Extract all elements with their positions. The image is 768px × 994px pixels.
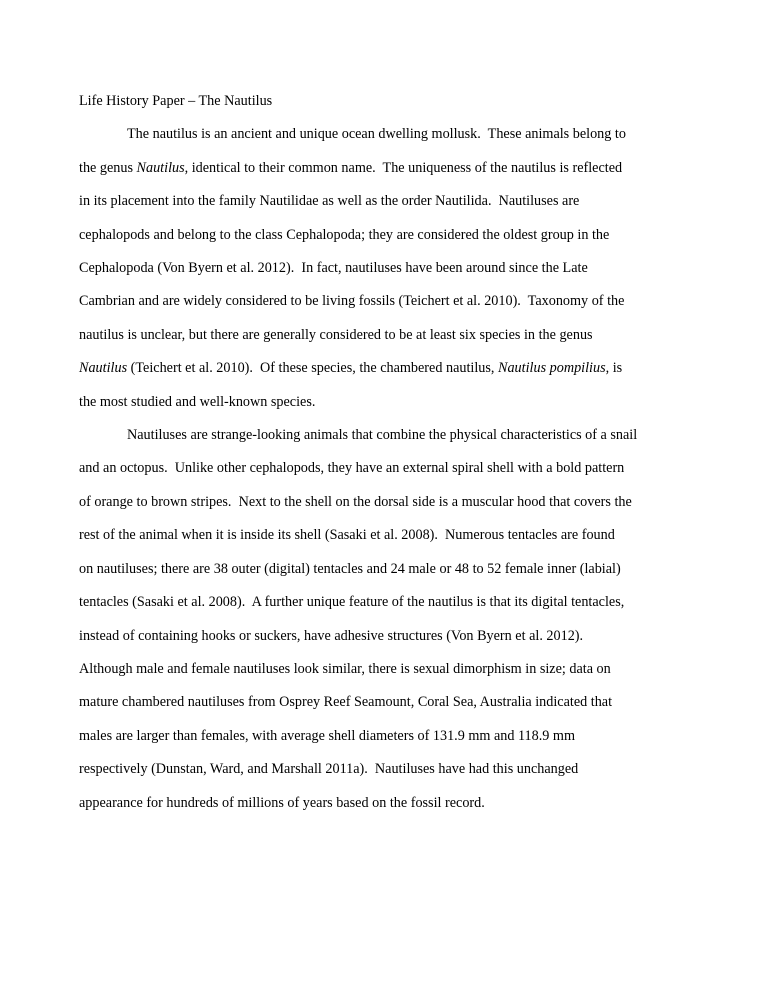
text-run: instead of containing hooks or suckers, have adhesive structures (Von Byern et al. 2012). [79,627,584,644]
text-line [79,620,693,653]
text-run: mature chambered nautiluses from Osprey Reef Seamount, Coral Sea, Australia indicated that [79,694,613,711]
text-run: the most studied and well-known species. [79,393,316,410]
text-run: Cambrian and are widely considered to be living fossils (Teichert et al. 2010). Taxonomy of the [79,293,625,310]
italic-text: Nautilus [136,159,185,176]
text-run: (Teichert et al. 2010). Of these species, the chambered nautilus, [127,360,498,377]
text-run: of orange to brown stripes. Next to the shell on the dorsal side is a muscular hood that covers the [79,493,632,510]
text-line [79,753,693,786]
text-line [79,519,693,552]
text-line [79,486,693,519]
text-line [79,352,693,385]
text-line [79,720,693,753]
italic-text: Nautilus [79,360,128,377]
text-run: the genus [79,159,137,176]
text-run: , is [605,360,623,377]
text-line [79,118,693,151]
text-line [79,686,693,719]
paragraph [79,118,693,419]
text-run: appearance for hundreds of millions of years based on the fossil record. [79,794,485,811]
text-line [79,185,693,218]
text-run: Cephalopoda (Von Byern et al. 2012). In fact, nautiluses have been around since the Late [79,260,588,277]
document-page [79,85,693,820]
text-run: tentacles (Sasaki et al. 2008). A further unique feature of the nautilus is that its digital tentacles, [79,594,625,611]
text-run: in its placement into the family Nautilidae as well as the order Nautilida. Nautiluses are [79,193,580,210]
text-run: rest of the animal when it is inside its shell (Sasaki et al. 2008). Numerous tentacles are found [79,527,615,544]
text-line [79,285,693,318]
text-run: , identical to their common name. The uniqueness of the nautilus is reflected [184,159,623,176]
text-line [79,419,693,452]
paragraph [79,419,693,820]
text-line [79,553,693,586]
text-line [79,586,693,619]
text-line [79,787,693,820]
text-line [79,653,693,686]
text-run: on nautiluses; there are 38 outer (digital) tentacles and 24 male or 48 to 52 female inner (labial) [79,560,621,577]
document-body [79,118,693,820]
text-run: Nautiluses are strange-looking animals that combine the physical characteristics of a snail [127,427,638,444]
italic-text: Nautilus pompilius [498,360,606,377]
text-run: cephalopods and belong to the class Cephalopoda; they are considered the oldest group in the [79,226,610,243]
text-run: The nautilus is an ancient and unique ocean dwelling mollusk. These animals belong to [127,126,626,143]
text-run: Although male and female nautiluses look similar, there is sexual dimorphism in size; data on [79,660,611,677]
document-title: Life History Paper – The Nautilus [79,93,273,109]
text-line [79,152,693,185]
text-line [79,386,693,419]
text-line [79,319,693,352]
text-run: males are larger than females, with average shell diameters of 131.9 mm and 118.9 mm [79,727,576,744]
text-line [79,452,693,485]
text-line [79,252,693,285]
text-run: respectively (Dunstan, Ward, and Marshall 2011a). Nautiluses have had this unchanged [79,761,579,778]
text-line [79,219,693,252]
text-run: nautilus is unclear, but there are generally considered to be at least six species in the genus [79,326,593,343]
text-run: and an octopus. Unlike other cephalopods, they have an external spiral shell with a bold pattern [79,460,625,477]
